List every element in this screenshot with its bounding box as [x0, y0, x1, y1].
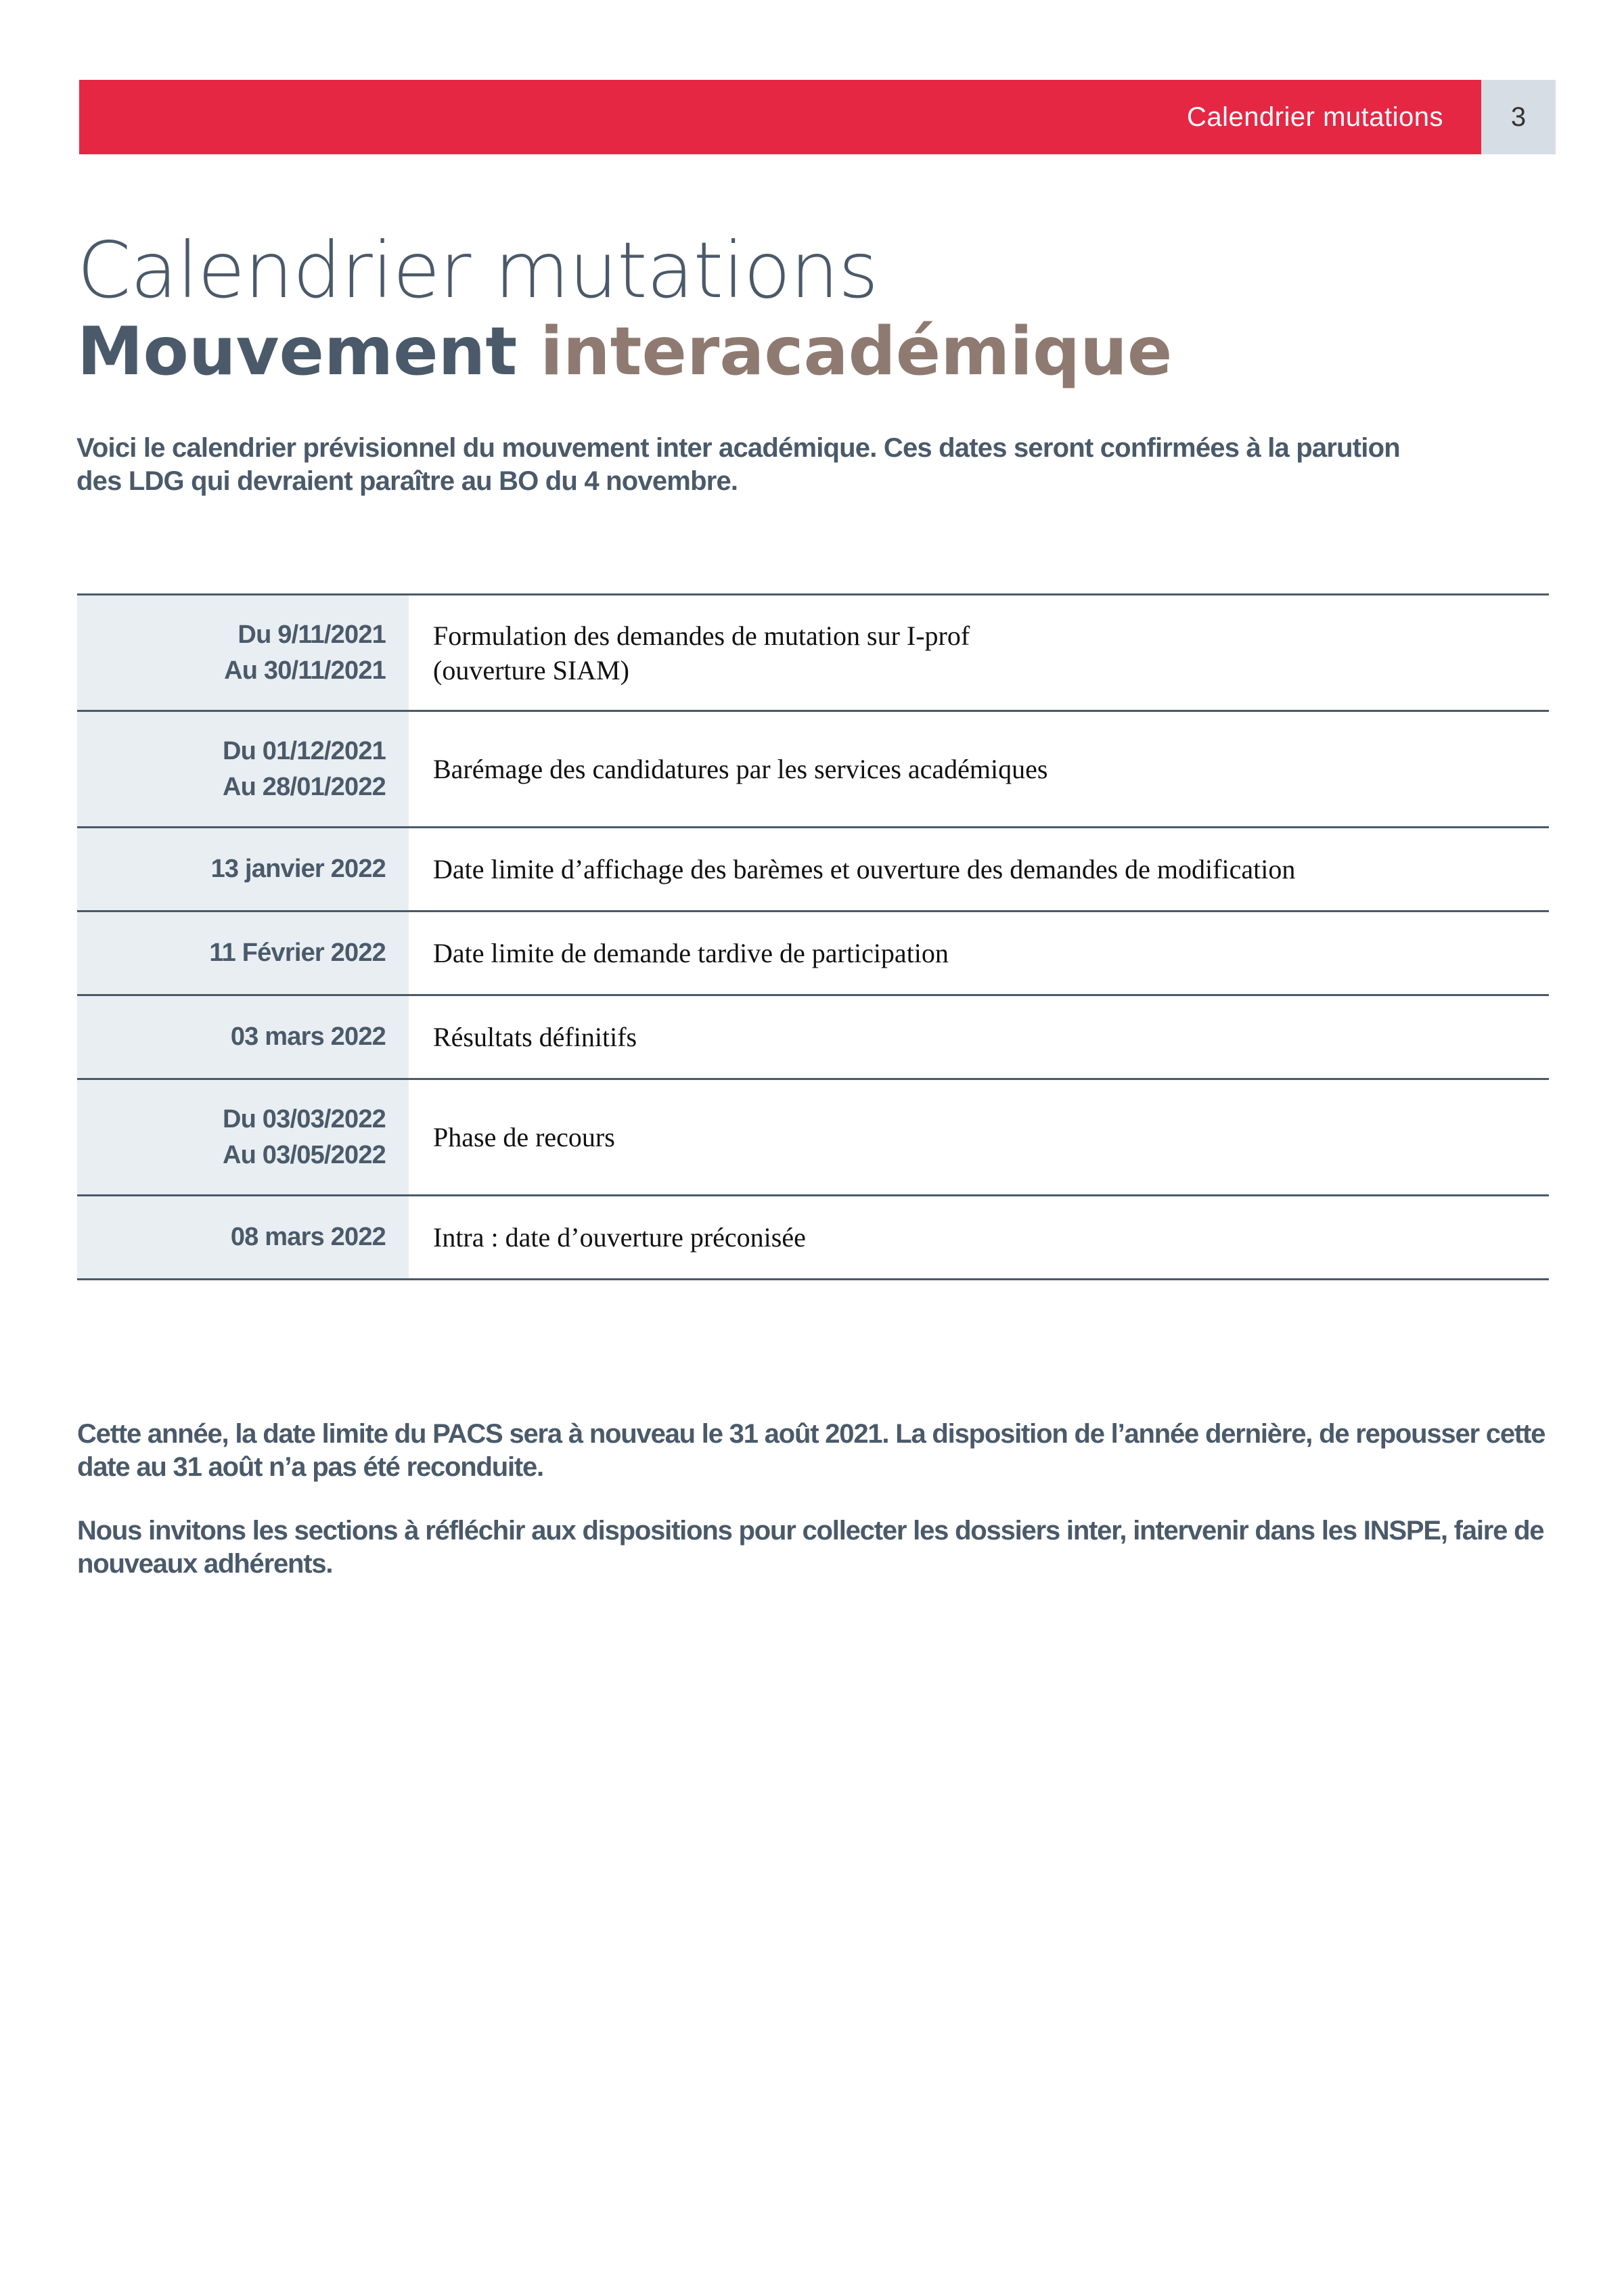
date-cell	[77, 595, 409, 710]
description-text: Date limite de demande tardive de participation	[433, 938, 949, 968]
date-single: 03 mars 2022	[230, 1022, 386, 1051]
subtitle-part-movement: Mouvement	[77, 313, 518, 390]
notes-section	[77, 1418, 1552, 1611]
page-number: 3	[1481, 80, 1556, 154]
date-end: Au 03/05/2022	[223, 1140, 386, 1169]
description-cell	[409, 828, 1549, 910]
description-text: Barémage des candidatures par les services académiques	[433, 754, 1048, 784]
header-band	[79, 80, 1481, 154]
page-title: Calendrier mutations	[77, 225, 878, 315]
date-end: Au 28/01/2022	[223, 772, 386, 801]
table-row	[77, 828, 1549, 912]
table-row	[77, 712, 1549, 828]
description-cell	[409, 595, 1549, 710]
description-text: Date limite d’affichage des barèmes et ouverture des demandes de modification	[433, 854, 1296, 884]
date-start: Du 9/11/2021	[238, 620, 386, 649]
description-text: Formulation des demandes de mutation sur I-prof	[433, 620, 970, 651]
note-pacs-deadline: Cette année, la date limite du PACS sera à nouveau le 31 août 2021. La disposition de l’année dernière, de repousser cette date au 31 août n’a pas été reconduite.	[77, 1419, 1546, 1482]
table-row	[77, 1196, 1549, 1280]
date-end: Au 30/11/2021	[224, 656, 386, 685]
description-cell	[409, 996, 1549, 1078]
date-single: 11 Février 2022	[209, 939, 386, 967]
schedule-table	[77, 593, 1549, 1280]
intro-paragraph: Voici le calendrier prévisionnel du mouvement inter académique. Ces dates seront confirmées à la parution des LDG qui devraient paraître au BO du 4 novembre.	[76, 433, 1400, 496]
table-row	[77, 1080, 1549, 1196]
table-row	[77, 912, 1549, 996]
page-subtitle	[77, 311, 1172, 392]
date-start: Du 03/03/2022	[223, 1104, 386, 1133]
date-cell	[77, 1196, 409, 1278]
header-section-title: Calendrier mutations	[1186, 102, 1443, 132]
description-text: Résultats définitifs	[433, 1022, 637, 1052]
description-cell	[409, 1196, 1549, 1278]
description-cell	[409, 712, 1549, 826]
date-cell	[77, 912, 409, 994]
date-cell	[77, 828, 409, 910]
subtitle-part-interacademic: interacadémique	[540, 313, 1173, 390]
description-cell	[409, 1080, 1549, 1194]
description-text-continued: (ouverture SIAM)	[433, 654, 629, 685]
date-cell	[77, 996, 409, 1078]
description-text: Intra : date d’ouverture préconisée	[433, 1222, 806, 1253]
table-row	[77, 996, 1549, 1080]
date-cell	[77, 1080, 409, 1194]
date-single: 13 janvier 2022	[210, 855, 386, 883]
date-cell	[77, 712, 409, 826]
note-sections-invitation: Nous invitons les sections à réfléchir aux dispositions pour collecter les dossiers inter, intervenir dans les INSPE, faire de nouveaux adhérents.	[77, 1516, 1544, 1579]
description-cell	[409, 912, 1549, 994]
date-single: 08 mars 2022	[230, 1223, 386, 1251]
date-start: Du 01/12/2021	[223, 736, 386, 765]
description-text: Phase de recours	[433, 1122, 615, 1152]
table-row	[77, 595, 1549, 712]
